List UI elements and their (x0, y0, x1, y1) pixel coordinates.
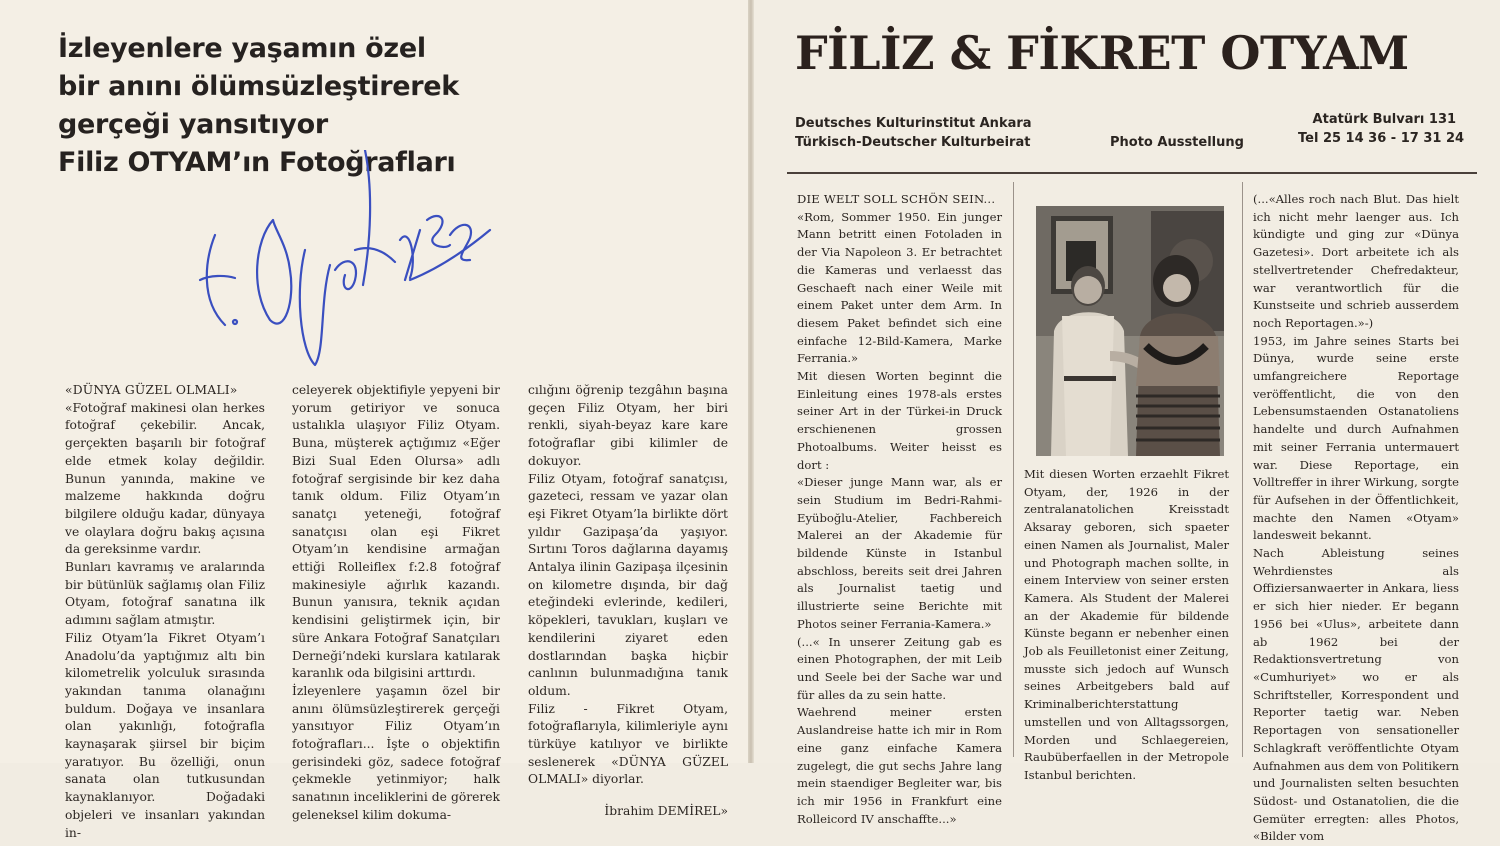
page-fold (748, 0, 754, 763)
paragraph: 1953, im Jahre seines Starts bei Dünya, wurde seine erste umfangreichere Reportage veröffentlicht, die von den Lebensumstaenden Ostanatoliens handelte und durch Aufnahmen mit seiner Ferrania untermauert war. Diese Reportage, ein Volltreffer in ihrer Wirkung, sorgte für Aufsehen in der Öffentlichkeit, machte den Namen «Otyam» landesweit bekannt. (1253, 333, 1459, 543)
turkish-column-1 (65, 382, 265, 842)
masthead-title: FİLİZ & FİKRET OTYAM (795, 26, 1409, 80)
paragraph: Filiz - Fikret Otyam, fotoğraflarıyla, kilimleriyle aynı türküye katılıyor ve birlikte seslenerek «DÜNYA GÜZEL OLMALI» diyorlar. (528, 701, 728, 787)
turkish-column-2 (292, 382, 500, 825)
paragraph: «Dieser junge Mann war, als er sein Studium im Bedri-Rahmi-Eyüboğlu-Atelier, Fachbereich Malerei an der Akademie für bildende Künste in Istanbul abschloss, bereits seit drei Jahren als Journalist taetig und illustrierte seine Berichte mit Photos seiner Ferrania-Kamera.» (797, 475, 1002, 631)
paragraph: Filiz Otyam, fotoğraf sanatçısı, gazeteci, ressam ve yazar olan eşi Fikret Otyam’la birlikte dört yıldır Gazipaşa’da yaşıyor. Sırtını Toros dağlarına dayamış Antalya ilinin Gazipaşa ilçesinin on kilometre dışında, bir dağ eteğindeki evlerinde, kedileri, köpekleri, tavukları, kuşları ve kendilerini ziyaret eden dostlarından başka hiçbir canlının bulunmadığına tanık oldum. (528, 471, 728, 698)
paragraph: cılığını öğrenip tezgâhın başına geçen Filiz Otyam, her biri renkli, siyah-beyaz kare kare fotoğraflar gibi kilimler de dokuyor. (528, 383, 728, 468)
institute-line: Türkisch-Deutscher Kulturbeirat (795, 135, 1031, 150)
address-block (1298, 110, 1464, 148)
paragraph: (...«Alles roch nach Blut. Das hielt ich nicht mehr laenger aus. Ich kündigte und ging zur «Dünya Gazetesi». Dort arbeitete ich als stellvertretender Chefredakteur, war verantwortlich für die Kunstseite und schrieb ausserdem noch Reportagen.»-) (1253, 192, 1459, 330)
paragraph: «Fotoğraf makinesi olan herkes fotoğraf çekebilir. Ancak, gerçekten başarılı bir fotoğraf elde etmek kolay değildir. Bunun yanında, makine ve malzeme hakkında doğru bilgilere olduğu kadar, dünyaya ve olaylara doğru bakış açısına da gereksinme vardır. (65, 400, 265, 557)
paragraph: «Rom, Sommer 1950. Ein junger Mann betritt einen Fotoladen in der Via Napoleon 3. Er betrachtet die Kameras und verlaesst das Geschaeft nach einer Weile mit einem Paket unter dem Arm. In diesem Paket befindet sich eine einfache 12-Bild-Kamera, Marke Ferrania.» (797, 209, 1002, 366)
turkish-column-3 (528, 382, 728, 821)
german-column-3 (1253, 191, 1459, 846)
paragraph: celeyerek objektifiyle yepyeni bir yorum getiriyor ve sonuca ustalıkla ulaşıyor Filiz Otyam. Buna, müşterek açtığımız «Eğer Bizi Sual Eden Olursa» adlı fotoğraf sergisinde bir kez daha tanık oldum. Filiz Otyam’ın sanatçı yeteneği, fotoğraf sanatçısı olan eşi Fikret Otyam’ın kendisine armağan ettiği Rolleiflex f:2.8 fotoğraf makinesiyle ağırlık kazandı. Bunun yanısıra, teknik açıdan kendisini geliştirmek için, bir süre Ankara Fotoğraf Sanatçıları Derneği’ndeki kurslara katılarak karanlık oda bilgisini arttırdı. (292, 383, 500, 681)
headline-line: Filiz OTYAM’ın Fotoğrafları (58, 147, 456, 178)
masthead-rule (787, 172, 1477, 174)
institute-block (795, 114, 1032, 152)
paragraph: Bunları kavramış ve aralarında bir bütünlük sağlamış olan Filiz Otyam, fotoğraf sanatına ilk adımını sağlam atmıştır. (65, 560, 265, 628)
paragraph: İzleyenlere yaşamın özel bir anını ölümsüzleştirerek gerçeği yansıtıyor Filiz Otyam’ın fotoğrafları... İşte o objektifin gerisindeki göz, sadece fotoğraf çekmekle yetinmiyor; halk sanatının inceliklerini de görerek geleneksel kilim dokuma- (292, 683, 500, 822)
column-divider (1013, 182, 1014, 757)
headline-line: İzleyenlere yaşamın özel (58, 33, 426, 64)
german-column-1 (797, 191, 1002, 828)
paragraph: Mit diesen Worten beginnt die Einleitung eines 1978-als erstes seiner Art in der Türkei-in Druck erschienenen grossen Photoalbums. Weiter heisst es dort : (797, 369, 1002, 472)
phone-line: Tel 25 14 36 - 17 31 24 (1298, 131, 1465, 146)
paragraph: (...« In unserer Zeitung gab es einen Photographen, der mit Leib und Seele bei der Sache war und für alles da zu sein hatte. (797, 634, 1002, 702)
german-column-2 (1024, 466, 1229, 785)
address-line: Atatürk Bulvarı 131 (1312, 112, 1457, 127)
headline-line: bir anını ölümsüzleştirerek (58, 71, 459, 102)
portrait-photo (1036, 206, 1224, 456)
paragraph: Waehrend meiner ersten Auslandreise hatte ich mir in Rom eine ganz einfache Kamera zugelegt, die gut sechs Jahre lang mein staendiger Begleiter war, bis ich mir 1956 in Frankfurt eine Rolleicord IV anschaffte...» (797, 705, 1002, 826)
handwritten-signature (195, 150, 495, 375)
author-signature: İbrahim DEMİREL» (604, 804, 728, 819)
article-title: DIE WELT SOLL SCHÖN SEIN... (797, 192, 996, 206)
column-divider (1242, 182, 1243, 757)
paragraph: Mit diesen Worten erzaehlt Fikret Otyam, der, 1926 in der zentralanatolichen Kreisstadt Aksaray geboren, sich spaeter einen Namen als Journalist, Maler und Photograph machen sollte, in einem Interview von seiner ersten Kamera. Als Student der Malerei an der Akademie für bildende Künste begann er nebenher einen Job als Feuilletonist einer Zeitung, musste sich jedoch auf Wunsch seines Arbeitgebers bald auf Kriminalberichterstattung umstellen und von Alltagssorgen, Morden und Schlaegereien, Raubüberfaellen in der Metropole Istanbul berichten. (1024, 467, 1229, 782)
article-title: «DÜNYA GÜZEL OLMALI» (65, 383, 238, 397)
exhibition-label: Photo Ausstellung (1110, 135, 1244, 150)
paragraph: Nach Ableistung seines Wehrdienstes als Offiziersanwaerter in Ankara, liess er sich hier nieder. Er begann 1956 bei «Ulus», arbeitete dann ab 1962 bei der Redaktionsvertretung von «Cumhuriyet» wo er als Schriftsteller, Korrespondent und Reporter taetig war. Neben Reportagen von sensationeller Schlagkraft veröffentlichte Otyam Aufnahmen aus dem von Politikern und Journalisten selten besuchten Südost- und Ostanatolien, die die Gemüter erregten: alles Photos, «Bilder vom (1253, 546, 1459, 844)
institute-line: Deutsches Kulturinstitut Ankara (795, 116, 1032, 131)
paragraph: Filiz Otyam’la Fikret Otyam’ı Anadolu’da yaptığımız altı bin kilometrelik yolculuk sırasında yakından tanıma olanağını buldum. Doğaya ve insanlara olan yakınlığı, fotoğrafla kaynaşarak şiirsel bir biçim yaratıyor. Bu özelliği, onun sanata olan tutkusundan kaynaklanıyor. Doğadaki objeleri ve insanları yakından in- (65, 630, 265, 840)
headline-line: gerçeği yansıtıyor (58, 109, 328, 140)
